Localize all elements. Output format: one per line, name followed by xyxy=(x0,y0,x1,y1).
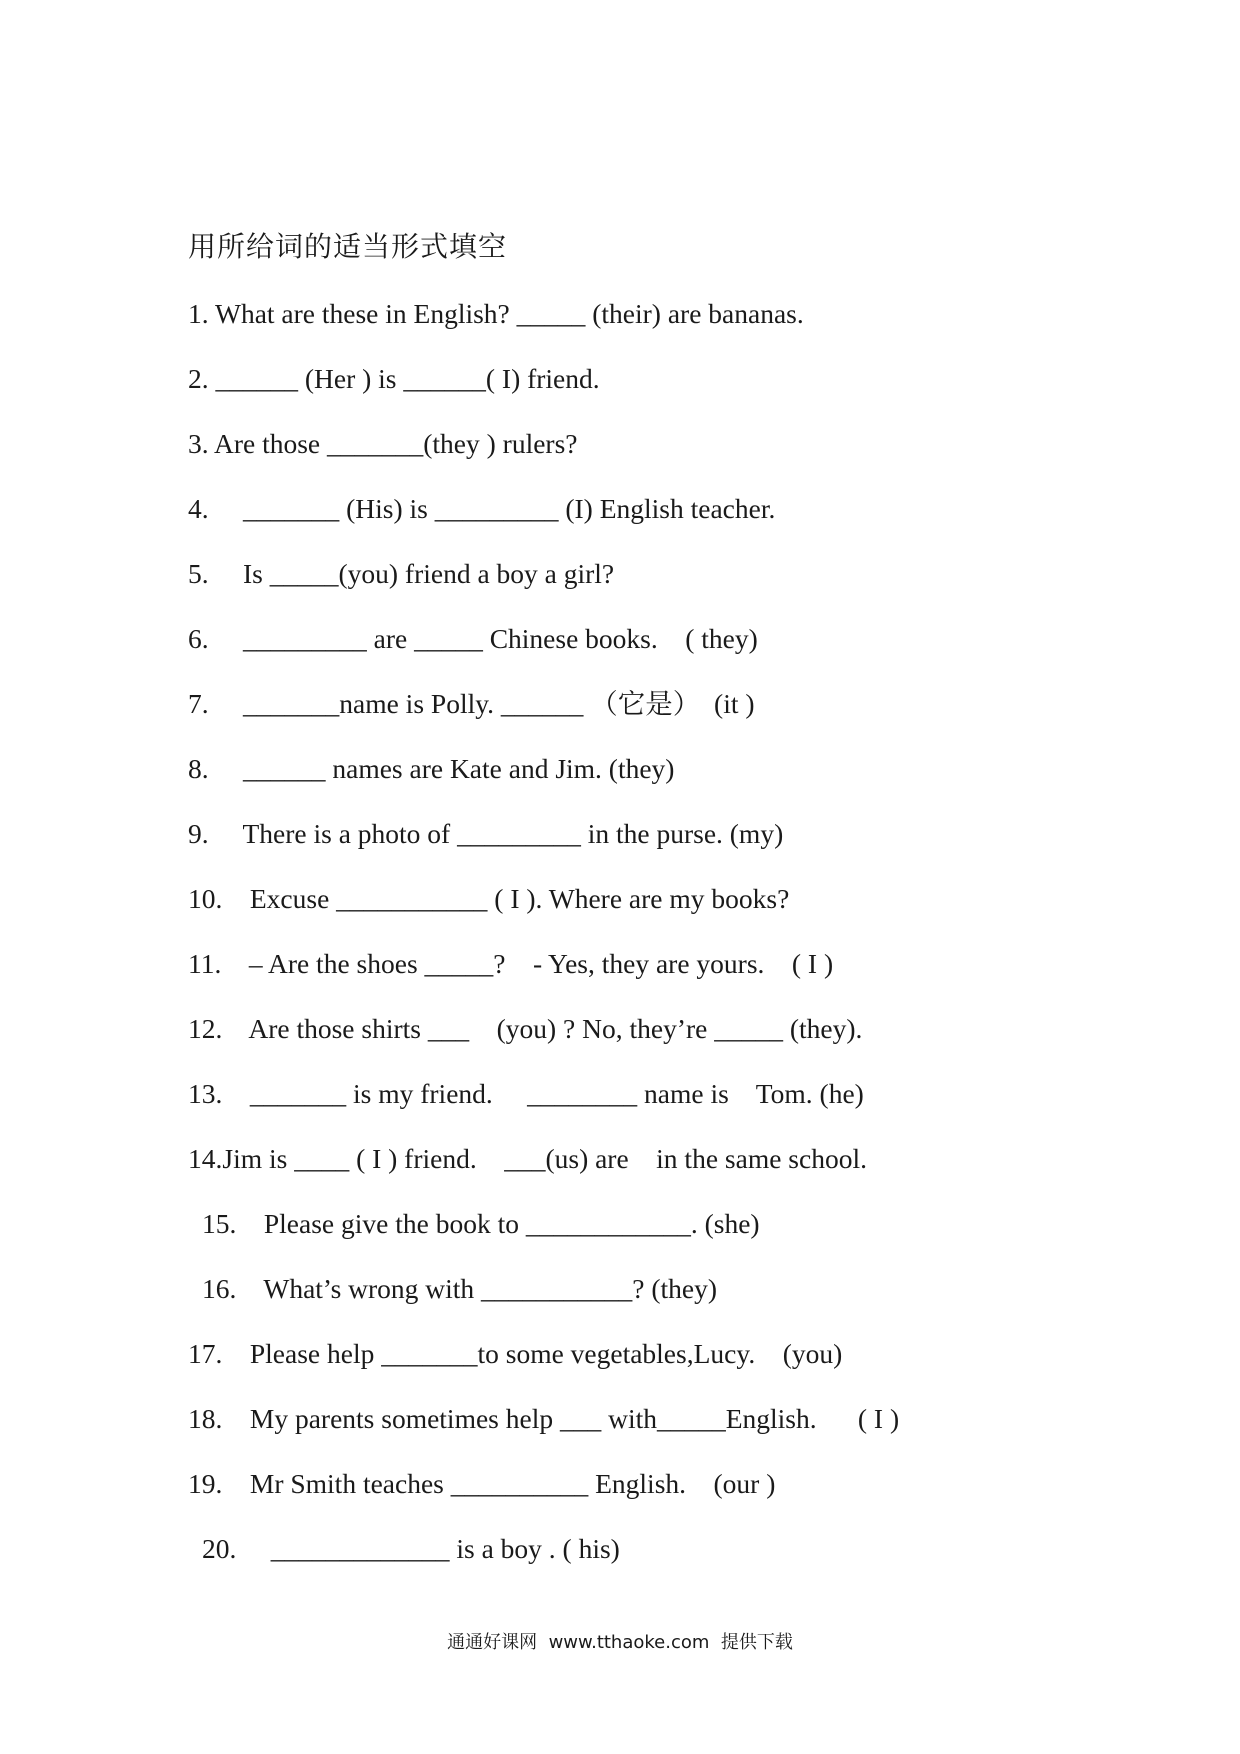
question-13: 13. _______ is my friend. ________ name is Tom. (he) xyxy=(188,1078,864,1109)
download-footer: 通通好课网 www.tthaoke.com 提供下载 xyxy=(447,1632,793,1653)
question-6: 6. _________ are _____ Chinese books. ( they) xyxy=(188,623,758,654)
worksheet-heading: 用所给词的适当形式填空 xyxy=(188,230,508,263)
question-8: 8. ______ names are Kate and Jim. (they) xyxy=(188,753,675,784)
question-19: 19. Mr Smith teaches __________ English. (our ) xyxy=(188,1468,776,1499)
question-16: 16. What’s wrong with ___________? (they) xyxy=(202,1273,718,1304)
question-17: 17. Please help _______to some vegetables,Lucy. (you) xyxy=(188,1338,843,1369)
question-9: 9. There is a photo of _________ in the purse. (my) xyxy=(188,818,784,849)
question-2: 2. ______ (Her ) is ______( I) friend. xyxy=(188,363,600,394)
question-12: 12. Are those shirts ___ (you) ? No, they’re _____ (they). xyxy=(188,1013,863,1044)
question-15: 15. Please give the book to ____________. (she) xyxy=(202,1208,760,1239)
question-1: 1. What are these in English? _____ (their) are bananas. xyxy=(188,298,804,329)
question-5: 5. Is _____(you) friend a boy a girl? xyxy=(188,558,615,589)
question-11: 11. – Are the shoes _____? - Yes, they are yours. ( I ) xyxy=(188,948,834,979)
question-20: 20. _____________ is a boy . ( his) xyxy=(202,1533,620,1564)
question-3: 3. Are those _______(they ) rulers? xyxy=(188,428,578,459)
question-18: 18. My parents sometimes help ___ with_____English. ( I ) xyxy=(188,1403,900,1434)
question-14: 14.Jim is ____ ( I ) friend. ___(us) are in the same school. xyxy=(188,1143,867,1174)
question-10: 10. Excuse ___________ ( I ). Where are my books? xyxy=(188,883,790,914)
question-4: 4. _______ (His) is _________ (I) English teacher. xyxy=(188,493,776,524)
question-7: 7. _______name is Polly. ______ （它是） (it ) xyxy=(188,688,755,719)
